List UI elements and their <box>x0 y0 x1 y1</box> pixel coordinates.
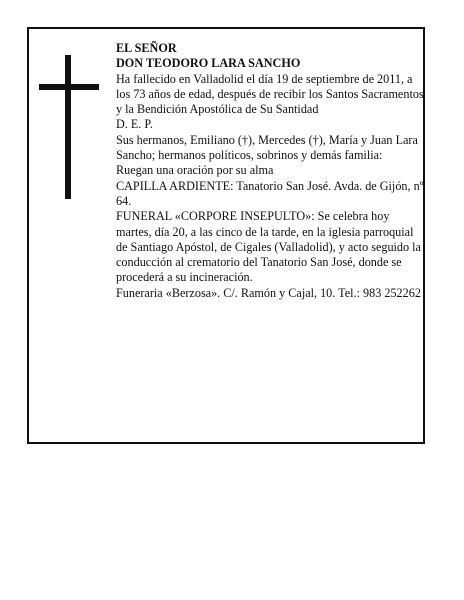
cross-vertical-bar <box>65 55 71 199</box>
cross-horizontal-bar <box>39 84 99 90</box>
funeral-details: FUNERAL «CORPORE INSEPULTO»: Se celebra hoy martes, día 20, a las cinco de la tarde, en la iglesia parroquial de Santiago Apóstol, de Cigales (Valladolid), y acto seguido la conducción al crematorio del Tanatorio San José, donde se procederá a su incineración. <box>116 209 421 285</box>
funeral-home-details: Funeraria «Berzosa». C/. Ramón y Cajal, 10. Tel.: 983 252262 <box>116 285 421 300</box>
death-announcement: Ha fallecido en Valladolid el día 19 de septiembre de 2011, a los 73 años de edad, después de recibir los Santos Sacramentos y la Bendición Apostólica de Su Santidad <box>116 71 424 117</box>
chapel-details: CAPILLA ARDIENTE: Tanatorio San José. Avda. de Gijón, nº 64. <box>116 178 424 208</box>
cross-icon <box>39 55 99 199</box>
obituary-notice <box>27 27 425 444</box>
deceased-name: DON TEODORO LARA SANCHO <box>116 56 301 71</box>
notice-text-block <box>116 41 426 301</box>
rest-in-peace: D. E. P. <box>116 117 153 132</box>
prayer-request: Ruegan una oración por su alma <box>116 163 274 178</box>
notice-heading: EL SEÑOR <box>116 41 177 55</box>
family-members: Sus hermanos, Emiliano (†), Mercedes (†), María y Juan Lara Sancho; hermanos políticos, sobrinos y demás familia: <box>116 132 418 163</box>
